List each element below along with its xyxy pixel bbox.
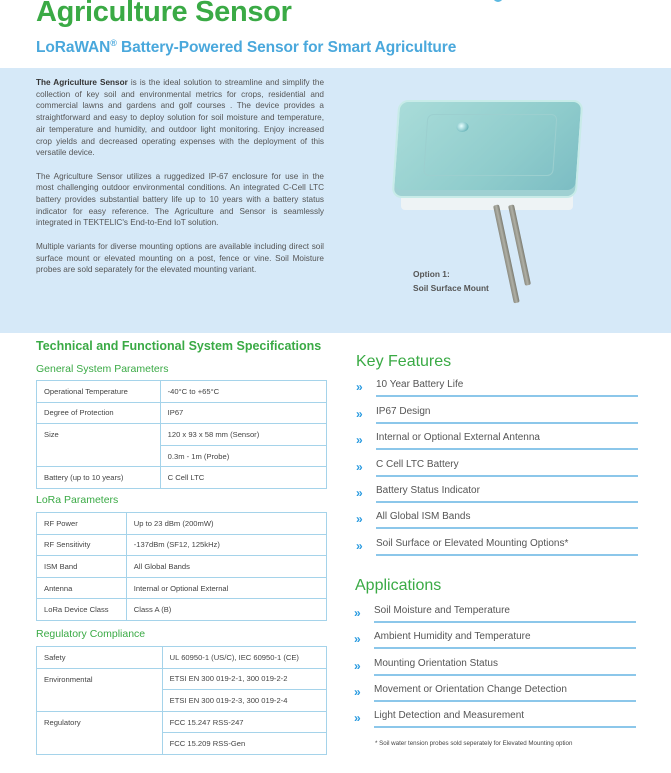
hero-paragraph-1 xyxy=(36,77,324,159)
hero-bold-lead: The Agriculture Sensor xyxy=(36,78,128,87)
double-chevron-right-icon: » xyxy=(354,685,358,699)
table-row xyxy=(37,647,327,669)
row-value: IP67 xyxy=(160,402,326,424)
double-chevron-right-icon: » xyxy=(354,659,358,673)
row-value: 120 x 93 x 58 mm (Sensor) xyxy=(160,424,326,446)
row-label: Regulatory xyxy=(37,711,163,754)
row-label: Operational Temperature xyxy=(37,381,161,403)
divider xyxy=(374,726,636,728)
row-label: Antenna xyxy=(37,577,127,599)
application-text: Ambient Humidity and Temperature xyxy=(374,631,531,642)
feature-item xyxy=(356,431,638,457)
device-body xyxy=(392,100,584,198)
table-row xyxy=(37,577,327,599)
divider xyxy=(376,422,638,424)
double-chevron-right-icon: » xyxy=(356,406,360,421)
row-value: FCC 15.209 RSS-Gen xyxy=(162,733,326,755)
device-base xyxy=(401,196,573,210)
table-row xyxy=(37,711,327,733)
option-number: Option 1: xyxy=(413,269,450,279)
double-chevron-right-icon: » xyxy=(356,538,360,553)
option-name: Soil Surface Mount xyxy=(413,283,489,293)
application-item xyxy=(354,683,636,709)
decorative-dot xyxy=(493,0,503,2)
subtitle-brand: LoRaWAN xyxy=(36,39,111,56)
row-value: Class A (B) xyxy=(126,599,326,621)
page-subtitle xyxy=(36,39,456,57)
row-value: -40°C to +65°C xyxy=(160,381,326,403)
double-chevron-right-icon: » xyxy=(356,512,360,526)
feature-item xyxy=(356,378,638,404)
page-title: Agriculture Sensor xyxy=(36,0,292,28)
footnote: * Soil water tension probes sold seperately for Elevated Mounting option xyxy=(375,740,573,747)
application-text: Movement or Orientation Change Detection xyxy=(374,684,567,695)
row-label: LoRa Device Class xyxy=(37,599,127,621)
general-params-heading: General System Parameters xyxy=(36,363,169,375)
regulatory-heading: Regulatory Compliance xyxy=(36,628,146,640)
row-label: RF Sensitivity xyxy=(37,534,127,556)
specs-title: Technical and Functional System Specifications xyxy=(36,339,322,353)
divider xyxy=(376,448,638,450)
table-row xyxy=(37,424,327,446)
application-text: Light Detection and Measurement xyxy=(374,710,525,721)
feature-text: Internal or Optional External Antenna xyxy=(376,432,540,443)
application-item xyxy=(354,630,636,656)
feature-text: All Global ISM Bands xyxy=(376,511,471,522)
table-row xyxy=(37,556,327,578)
hero-p1-text: is is the ideal solution to streamline and simplify the collection of key soil and environmental metrics for crops, residential and commercial lawns and gardens and golf courses . The device provides a straightforward and easy to deploy solution for soil moisture and temperature, air temperature and humidity, and outdoor light monitoring. Enjoy increased crop yields and decreased operating expenses with the deployment of this versatile device. xyxy=(36,78,325,158)
row-value: UL 60950-1 (US/C), IEC 60950-1 (CE) xyxy=(162,647,326,669)
divider xyxy=(376,475,638,477)
row-label: Size xyxy=(37,424,161,467)
feature-text: 10 Year Battery Life xyxy=(376,379,464,390)
hero-description xyxy=(36,77,324,288)
table-row xyxy=(37,513,327,535)
divider xyxy=(376,501,638,503)
regulatory-table xyxy=(36,646,327,755)
table-row xyxy=(37,599,327,621)
double-chevron-right-icon: » xyxy=(356,486,360,500)
feature-item xyxy=(356,458,638,484)
double-chevron-right-icon: » xyxy=(354,632,358,646)
row-label: Environmental xyxy=(37,668,163,711)
applications-title: Applications xyxy=(355,577,442,594)
divider xyxy=(374,700,636,702)
feature-text: IP67 Design xyxy=(376,405,431,417)
application-item xyxy=(354,604,636,630)
application-text: Mounting Orientation Status xyxy=(374,658,498,669)
row-value: Internal or Optional External xyxy=(126,577,326,599)
row-value: FCC 15.247 RSS-247 xyxy=(162,711,326,733)
device-panel xyxy=(423,114,557,176)
hero-paragraph-2: The Agriculture Sensor utilizes a ruggedized IP-67 enclosure for use in the most challenging outdoor environmental conditions. An integrated C-Cell LTC battery provides substantial battery life up to 10 years with a battery status indicator for easy reference. The Agriculture and Sensor is seamlessly integrated in TEKTELIC's End-to-End IoT solution. xyxy=(36,171,324,228)
row-label: Safety xyxy=(37,647,163,669)
mount-option-caption xyxy=(413,267,489,295)
application-item xyxy=(354,709,636,735)
double-chevron-right-icon: » xyxy=(354,606,358,620)
application-item xyxy=(354,657,636,683)
feature-text: C Cell LTC Battery xyxy=(376,458,459,470)
double-chevron-right-icon: » xyxy=(356,380,360,394)
divider xyxy=(376,554,638,556)
table-row xyxy=(37,467,327,489)
row-value: ETSI EN 300 019-2-1, 300 019-2-2 xyxy=(162,668,326,690)
row-label: RF Power xyxy=(37,513,127,535)
feature-item xyxy=(356,484,638,510)
lora-params-heading: LoRa Parameters xyxy=(36,494,119,506)
subtitle-rest: Battery-Powered Sensor for Smart Agriculture xyxy=(116,39,457,56)
row-value: 0.3m - 1m (Probe) xyxy=(160,445,326,467)
row-label: ISM Band xyxy=(37,556,127,578)
lora-params-table xyxy=(36,512,327,621)
row-value: ETSI EN 300 019-2-3, 300 019-2-4 xyxy=(162,690,326,712)
row-label: Battery (up to 10 years) xyxy=(37,467,161,489)
sensor-device-image xyxy=(395,100,580,220)
table-row xyxy=(37,534,327,556)
row-value: All Global Bands xyxy=(126,556,326,578)
registered-mark: ® xyxy=(110,38,117,48)
divider xyxy=(374,621,636,623)
hero-paragraph-3: Multiple variants for diverse mounting options are available including direct soil surface mount or elevated mounting on a post, fence or vine. Soil Moisture probes are sold separately for the elevated mounting variant. xyxy=(36,241,324,275)
divider xyxy=(374,647,636,649)
key-features-title: Key Features xyxy=(356,353,452,370)
row-value: C Cell LTC xyxy=(160,467,326,489)
row-value: -137dBm (SF12, 125kHz) xyxy=(126,534,326,556)
double-chevron-right-icon: » xyxy=(356,433,360,447)
table-row xyxy=(37,381,327,403)
divider xyxy=(374,674,636,676)
double-chevron-right-icon: » xyxy=(356,459,360,474)
feature-text: Battery Status Indicator xyxy=(376,485,480,496)
divider xyxy=(376,527,638,529)
general-params-table xyxy=(36,380,327,489)
divider xyxy=(376,395,638,397)
feature-item xyxy=(356,405,638,431)
double-chevron-right-icon: » xyxy=(354,711,358,725)
feature-item xyxy=(356,537,638,563)
row-value: Up to 23 dBm (200mW) xyxy=(126,513,326,535)
feature-item xyxy=(356,510,638,536)
application-text: Soil Moisture and Temperature xyxy=(374,605,510,616)
table-row xyxy=(37,668,327,690)
feature-text: Soil Surface or Elevated Mounting Options* xyxy=(376,537,569,549)
row-label: Degree of Protection xyxy=(37,402,161,424)
table-row xyxy=(37,402,327,424)
